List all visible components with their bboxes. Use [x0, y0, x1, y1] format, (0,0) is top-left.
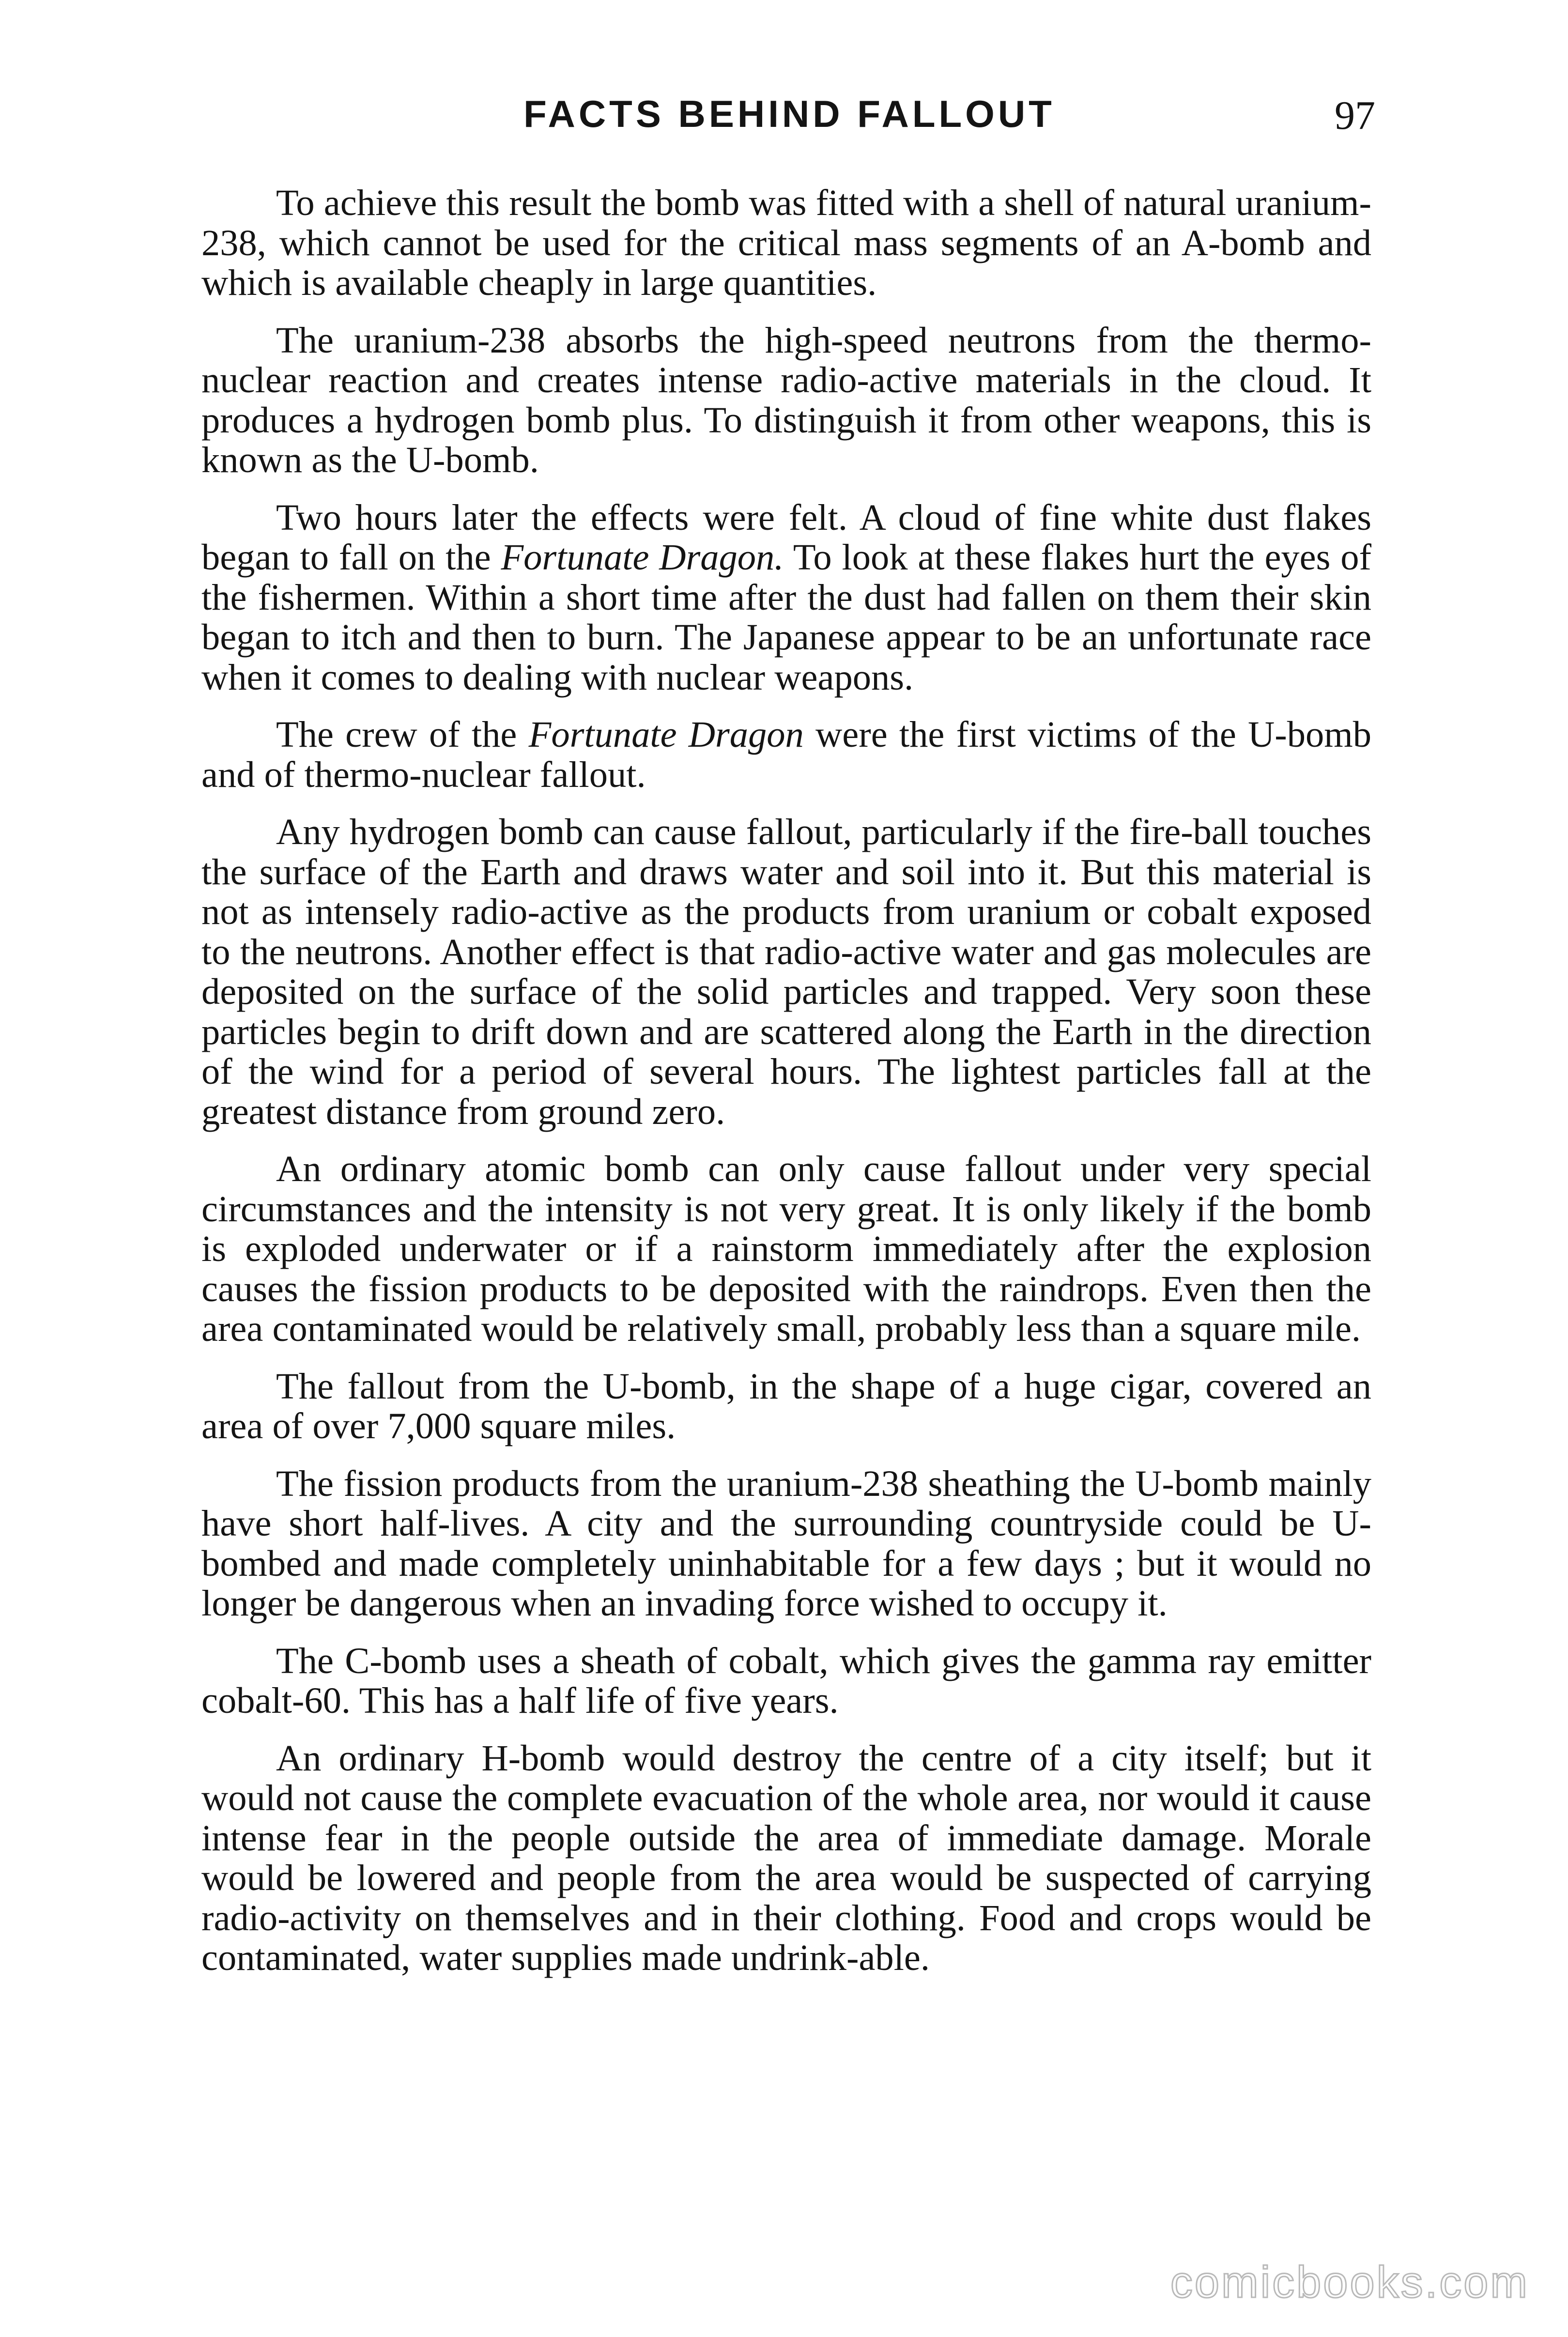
paragraph-4 [201, 715, 1371, 795]
paragraph-3-end: To look at these flakes hurt the eyes of the fishermen. Within a short time after the dust had fallen on them their skin began to itch and then to burn. The Japanese appear to be an unfortunate race when it comes to dealing with nuclear weapons. [201, 537, 1371, 698]
paragraph-9: The C-bomb uses a sheath of cobalt, which gives the gamma ray emitter cobalt-60. This has a half life of five years. [201, 1640, 1371, 1721]
paragraph-2: The uranium-238 absorbs the high-speed neutrons from the thermo-nuclear reaction and creates intense radio-active materials in the cloud. It produces a hydrogen bomb plus. To distinguish it from other weapons, this is known as the U-bomb. [201, 319, 1371, 480]
paragraph-1: To achieve this result the bomb was fitted with a shell of natural uranium-238, which cannot be used for the critical mass segments of an A-bomb and which is available cheaply in large quantities. [201, 182, 1371, 303]
ship-name-italic: Fortunate Dragon [528, 714, 804, 755]
page-number: 97 [1335, 93, 1375, 138]
paragraph-4-end: were the first victims of the U-bomb and of thermo-nuclear fallout. [201, 714, 1372, 795]
paragraph-3 [201, 498, 1371, 698]
paragraph-4-start: The crew of the [276, 714, 529, 755]
body-text [201, 183, 1371, 1996]
paragraph-10: An ordinary H-bomb would destroy the centre of a city itself; but it would not cause the complete evacuation of the whole area, nor would it cause intense fear in the people outside the area of immediate damage. Morale would be lowered and people from the area would be suspected of carrying radio-activity on themselves and in their clothing. Food and crops would be contaminated, water supplies made undrink-able. [201, 1737, 1371, 1978]
running-head [203, 92, 1375, 145]
paragraph-8: The fission products from the uranium-238 sheathing the U-bomb mainly have short half-lives. A city and the surrounding countryside could be U-bombed and made completely uninhabitable for a few days ; but it would no longer be dangerous when an invading force wished to occupy it. [201, 1462, 1371, 1624]
paragraph-6: An ordinary atomic bomb can only cause fallout under very special circumstances and the intensity is not very great. It is only likely if the bomb is exploded underwater or if a rainstorm immediately after the explosion causes the fission products to be deposited with the raindrops. Even then the area contaminated would be relatively small, probably less than a square mile. [201, 1148, 1371, 1349]
paragraph-3-start: Two hours later the effects were felt. A cloud of fine white dust flakes began to fall on the [201, 496, 1371, 578]
ship-name-italic: Fortunate Dragon. [501, 537, 784, 578]
running-title: FACTS BEHIND FALLOUT [523, 92, 1055, 135]
site-watermark: comicbooks.com [1170, 2258, 1529, 2307]
paragraph-7: The fallout from the U-bomb, in the shape of a huge cigar, covered an area of over 7,000 square miles. [201, 1365, 1371, 1446]
paragraph-5: Any hydrogen bomb can cause fallout, particularly if the fire-ball touches the surface of the Earth and draws water and soil into it. But this material is not as intensely radio-active as the products from uranium or cobalt exposed to the neutrons. Another effect is that radio-active water and gas molecules are deposited on the surface of the solid particles and trapped. Very soon these particles begin to drift down and are scattered along the Earth in the direction of the wind for a period of several hours. The lightest particles fall at the greatest distance from ground zero. [201, 811, 1371, 1132]
